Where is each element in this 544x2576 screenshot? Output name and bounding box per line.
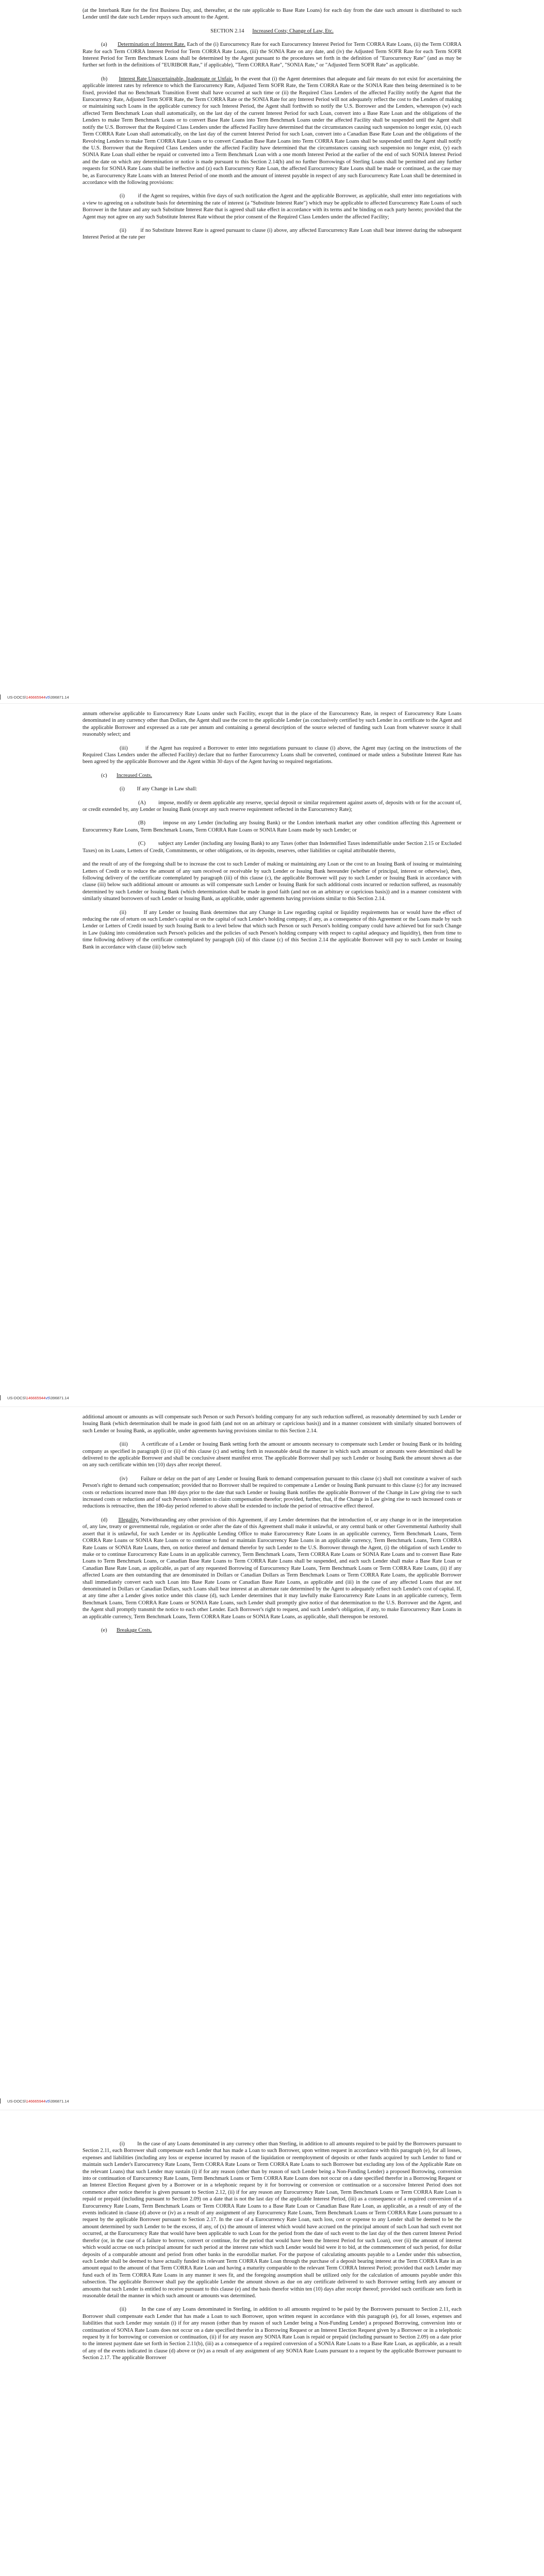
page-4-text [83,2141,461,2368]
clause-e-i-body: In the case of any Loans denominated in any currency other than Sterling, in addition to all amounts required to be paid by the Borrowers pursuant to Section 2.11, each Borrower shall compensate each Lender that has made a Loan to such Borrower, upon written request in accordance with this paragraph (e), for all losses, expenses and liabilities (including any loss or expense incurred by reason of the liquidation or reemployment of deposits or other funds acquired by such Lender to fund or maintain such Lender's Eurocurrency Rate Loans, Term CORRA Rate Loans or Term CORRA Rate Loans to such Borrower but excluding any loss of the Applicable Rate on the relevant Loans) that such Lender may sustain (i) if for any reason (other than by reason of such Lender being a Non-Funding Lender) a proposed Borrowing, conversion into or continuation of Eurocurrency Rate Loans, Term Benchmark Loans or Term CORRA Rate Loans does not occur on a date specified therefor in a Borrowing Request or an Interest Election Request given by a Borrower or in a telephonic request by it for borrowing or conversion or continuation or a successive Interest Period does not commence after notice therefor is given pursuant to Section 2.12, (ii) if for any reason any Eurocurrency Rate Loan, Term Benchmark Loans or Term CORRA Rate Loan is repaid or prepaid (including pursuant to Section 2.09) on a date that is not the last day of the applicable Interest Period, (iii) as a consequence of a required conversion of a Eurocurrency Rate Loans, Term Benchmark Loans or Term CORRA Rate Loans to a Base Rate Loan or Canadian Base Rate Loan, as applicable, as a result of any of the events indicated in clause (d) above or (iv) as a result of any assignment of any Eurocurrency Rate Loans, Term Benchmark Loans or Term CORRA Rate Loans pursuant to a request by the applicable Borrower pursuant to Section 2.17. In the case of a Eurocurrency Rate Loan, such loss, cost or expense to any Lender shall be deemed to be the amount determined by such Lender to be the excess, if any, of (x) the amount of interest which would have accrued on the principal amount of such Loan had such event not occurred, at the Eurocurrency Rate that would have been applicable to such Loan for the period from the date of such event to the last day of the then current Interest Period therefor (or, in the case of a failure to borrow, convert or continue, for the period that would have been the Interest Period for such Loan), over (ii) the amount of interest which would accrue on such principal amount for such period at the interest rate which such Lender would bid were it to bid, at the commencement of such period, for dollar deposits of a comparable amount and period from other banks in the eurodollar market. For the purpose of calculating amounts payable to a Lender under this subsection, each Lender shall be deemed to have actually funded its relevant Term CORRA Rate Loan through the purchase of a deposit bearing interest at the Term CORRA Rate in an amount equal to the amount of that Term CORRA Rate Loan and having a maturity comparable to the relevant Term CORRA Interest Period; provided that each Lender may fund each of its Term CORRA Rate Loans in any manner it sees fit, and the foregoing assumption shall be utilized only for the calculation of amounts payable under this subsection. The applicable Borrower shall pay the applicable Lender the amount shown as due on any certificate delivered to such Borrower setting forth any amount or amounts that such Lender is entitled to receive pursuant to this clause (e) and the basis therefor within ten (10) days after receipt thereof; provided such certificate sets forth in reasonable detail the manner in which such amount or amounts was determined. [83,2141,461,2299]
clause-d [83,1517,461,1620]
page-separator [0,703,544,704]
clause-c-i-A-label: (A) [138,800,146,806]
clause-c-label: (c) [101,772,107,778]
clause-e [83,1627,461,1634]
clause-b-label: (b) [101,76,108,82]
footer-doc-number: 146665944 [26,1396,46,1400]
clause-b-iii-body: if the Agent has required a Borrower to enter into negotiations pursuant to clause (i) above, the Agent may (acting on the instructions of the Required Class Lenders under the affected Facility) declare that no further Eurocurrency Loans shall be converted, continued or made unless a Substitute Interest Rate has been agreed by the applicable Borrower and the Agent within 30 days of the Agent having so required negotiations. [83,745,462,765]
carryover-paragraph: additional amount or amounts as will compensate such Person or such Person's holding company for any such reduction suffered, as reasonably determined by such Lender or Issuing Bank (which determination shall be made in good faith (and not on an arbitrary or capricious basis)) and in a manner consistent with similarly situated borrowers of such Lender or Issuing Bank, as applicable, under agreements having provisions similar to this Section 2.14. [83,1414,461,1434]
clause-c-i-C [83,840,461,854]
footer-prefix: US-DOCS\ [7,1396,26,1400]
footer-version: v5 [45,2099,50,2104]
margin-bar [0,1395,1,1400]
clause-b-ii [83,227,461,241]
clause-e-ii [83,2306,461,2361]
clause-c-ii-label: (ii) [120,909,126,916]
carryover-paragraph: (at the Interbank Rate for the first Business Day, and, thereafter, at the rate applicable to Base Rate Loans) for each day from the date such amount is distributed to such Lender until the date such Lender repays such amount to the Agent. [83,8,461,21]
clause-e-ii-body: In the case of any Loans denominated in Sterling, in addition to all amounts required to be paid by the Borrowers pursuant to Section 2.11, each Borrower shall compensate each Lender that has made a Loan to such Borrower, upon written request in accordance with this paragraph (e), for all losses, expenses and liabilities that such Lender may sustain (i) if for any reason (other than by reason of such Lender being a Non-Funding Lender) a proposed Borrowing, conversion into or continuation of SONIA Rate Loans does not occur on a date specified therefor in a Borrowing Request or an Interest Election Request given by a Borrower or in a telephonic request by it for borrowing or conversion or continuation, (ii) if for any reason any SONIA Rate Loan is repaid or prepaid (including pursuant to Section 2.09) on a date prior to the interest payment date set forth in Section 2.11(b), (iii) as a consequence of a required conversion of a SONIA Rate Loans to a Base Rate Loan, as applicable, as a result of any of the events indicated in clause (d) above or (iv) as a result of any assignment of any SONIA Rate Loans pursuant to a request by the applicable Borrower pursuant to Section 2.17. The applicable Borrower [83,2307,462,2361]
clause-c-iv-body: Failure or delay on the part of any Lender or Issuing Bank to demand compensation pursuant to this clause (c) shall not constitute a waiver of such Person's right to demand such compensation; provided that no Borrower shall be required to compensate a Lender or Issuing Bank pursuant to this clause (c) for any increased costs or reductions incurred more than 180 days prior to the date that such Lender or Issuing Bank notifies the applicable Borrower of the Change in Law giving rise to such increased costs or reductions and of such Person's intention to claim compensation therefor; provided, further, that, if the Change in Law giving rise to such increased costs or reductions is retroactive, then the 180-day period referred to above shall be extended to include the period of retroactive effect thereof. [83,1476,462,1510]
clause-b-ii-label: (ii) [120,227,126,233]
page-footer [7,1396,69,1400]
clause-c-i-result: and the result of any of the foregoing shall be to increase the cost to such Lender of making or maintaining any Loan or the cost to an Issuing Bank of issuing or maintaining Letters of Credit or to reduce the amount of any sum received or receivable by such Lender or Issuing Bank hereunder (whether of principal, interest or otherwise), then, following delivery of the certificate contemplated by paragraph (iii) of this clause (c), the applicable Borrower will pay to such Lender or Issuing Bank in accordance with clause (iii) below such additional amount or amounts as will compensate such Lender or Issuing Bank for such additional costs incurred or reduction suffered, as reasonably determined by such Lender or Issuing Bank (which determination shall be made in good faith (and not on an arbitrary or capricious basis)) and in a manner consistent with similarly situated borrowers of such Lender or Issuing Bank, as applicable, under agreements having provisions similar to this Section 2.14. [83,861,461,902]
clause-a-title: Determination of Interest Rate. [118,42,186,48]
clause-c-i-body: If any Change in Law shall: [137,786,197,792]
footer-prefix: US-DOCS\ [7,2099,26,2104]
carryover-paragraph: annum otherwise applicable to Eurocurrency Rate Loans under such Facility, except that in the place of the Eurocurrency Rate, in respect of Eurocurrency Rate Loans denominated in any currency other than Dollars, the Agent shall use the cost to the applicable Lender (as conclusively certified by such Lender in a certificate to the Agent and the applicable Borrower and expressed as a rate per annum and containing a general description of the source selected of funding such Loan from whatever source it shall reasonably select; and [83,711,461,738]
clause-c-iii-label: (iii) [120,1442,128,1448]
clause-c-i-A [83,800,461,814]
clause-e-ii-label: (ii) [120,2307,126,2313]
clause-e-title: Breakage Costs. [117,1627,152,1633]
clause-c-i-C-body: subject any Lender (including any Issuing Bank) to any Taxes (other than Indemnified Taxes indemnifiable under Section 2.15 or Excluded Taxes) on its Loans, Letters of Credit, Commitments, or other obligations, or its deposits, reserves, other liabilities or capital attributable thereto, [83,841,461,854]
page-3-text [83,1414,461,1640]
clause-b-ii-body: if no Substitute Interest Rate is agreed pursuant to clause (i) above, any affected Eurocurrency Rate Loan shall bear interest during the subsequent Interest Period at the rate per [83,227,461,241]
footer-suffix: \396871.14 [50,1396,69,1400]
footer-version: v5 [45,1396,50,1400]
clause-c-ii [83,909,461,951]
footer-doc-number: 146665944 [26,2099,46,2104]
clause-b-i [83,193,461,221]
clause-b-body: In the event that (i) the Agent determines that adequate and fair means do not exist for ascertaining the applicable interest rates by reference to which the Eurocurrency Rate, Adjusted Term SOFR Rate, the Term CORRA Rate or the SONIA Rate then being determined is to be fixed, provided that no Benchmark Transition Event shall have occurred at such time or (ii) the Required Class Lenders of the affected Facility notify the Agent that the Eurocurrency Rate, Adjusted Term SOFR Rate, the Term CORRA Rate or the SONIA Rate for any Interest Period will not adequately reflect the cost to the Lenders of making or maintaining such Loans in the applicable currency for such Interest Period, the Agent shall forthwith so notify the U.S. Borrower and the Lenders, whereupon (w) each affected Term Benchmark Loan shall automatically, on the last day of the current Interest Period for such Loan, convert into a Base Rate Loan and the obligations of the Lenders to make Term Benchmark Loans or to convert Base Rate Loans into Term Benchmark Loans under the affected Facility shall be suspended until the Agent shall notify the U.S. Borrower that the Required Class Lenders under the affected Facility have determined that the circumstances causing such suspension no longer exist, (x) each Term CORRA Rate Loan shall automatically, on the last day of the current Interest Period for such Loan, convert into a Canadian Base Rate Loan and the obligations of the Revolving Lenders to make Term CORRA Rate Loans or to convert Canadian Base Rate Loans into Term CORRA Rate Loans shall be suspended until the Agent shall notify the U.S. Borrower that the Required Class Lenders under the affected Facility have determined that the circumstances causing such suspension no longer exist, (y) each SONIA Rate Loan shall either be repaid or converted into a Term Benchmark Loan with a one month Interest Period at the earlier of the end of such SONIA Interest Period and the date on which any determination or notice is made pursuant to this Section 2.14(b) and no further Borrowings of Sterling Loans shall be permitted and any further requests for SONIA Rate Loans shall be ineffective and (z) each Eurocurrency Rate Loan, the affected Eurocurrency Rate Loans shall be made or continued, as the case may be, as Eurocurrency Rate Loans with an Interest Period of one month and the amount of interest payable in respect of any such Eurocurrency Rate Loan shall be determined in accordance with the following provisions: [83,76,462,185]
footer-prefix: US-DOCS\ [7,695,26,700]
clause-b-i-body: if the Agent so requires, within five days of such notification the Agent and the applicable Borrower, as applicable, shall enter into negotiations with a view to agreeing on a substitute basis for determining the rate of interest (a "Substitute Interest Rate") which may be applicable to affected Eurocurrency Rate Loans of such Borrower in the future and any such Substitute Interest Rate that is agreed shall take effect in accordance with its terms and be binding on each party hereto; provided that the Agent may not agree on any such Substitute Interest Rate without the prior consent of the Required Class Lenders under the affected Facility; [83,193,462,220]
clause-c-i-label: (i) [120,786,125,792]
section-title: Increased Costs; Change of Law, Etc. [252,28,334,34]
page-footer [7,2099,69,2104]
footer-version: v5 [45,695,50,700]
clause-a-label: (a) [101,42,107,48]
clause-c-i-B [83,820,461,834]
clause-c-ii-body: If any Lender or Issuing Bank determines that any Change in Law regarding capital or liquidity requirements has or would have the effect of reducing the rate of return on such Lender's capital or on the capital of such Lender's holding company, if any, as a consequence of this Agreement or the Loans made by such Lender or Letters of Credit issued by such Issuing Bank to a level below that which such Person or such Person's holding company could have achieved but for such Change in Law (taking into consideration such Person's policies and the policies of such Person's holding company with respect to capital adequacy and liquidity), then from time to time following delivery of the certificate contemplated by paragraph (iii) of this clause (c) of this Section 2.14 the applicable Borrower will pay to such Lender or Issuing Bank in accordance with clause (iii) below such [83,909,461,950]
clause-e-i [83,2141,461,2299]
margin-bar [0,2098,1,2104]
clause-c-iv-label: (iv) [120,1476,128,1482]
clause-c-iv [83,1476,461,1510]
clause-c-i-B-body: impose on any Lender (including any Issuing Bank) or the London interbank market any other condition affecting this Agreement or Eurocurrency Rate Loans, Term Benchmark Loans, Term CORRA Rate Loans or SONIA Rate Loans made by such Lender; or [83,820,461,833]
page-separator [0,1406,544,1407]
clause-a-body: Each of the (i) Eurocurrency Rate for each Eurocurrency Interest Period for Term CORRA Rate Loans, (ii) the Term CORRA Rate for each Term CORRA Interest Period for Term CORRA Rate Loans, (iii) the SONIA Rate on any date, and (iv) the Adjusted Term SOFR Rate for each Term SOFR Interest Period for Term Benchmark Loans shall be determined by the Agent pursuant to the procedures set forth in the definition of "Eurocurrency Rate" (and as may be further set forth in the definitions of "EURIBOR Rate," if applicable), "Term CORRA Rate", "SONIA Rate," or "Adjusted Term SOFR Rate" as applicable. [83,42,462,69]
margin-bar [0,694,1,700]
clause-c-iii [83,1441,461,1469]
section-number: SECTION 2.14 [210,28,244,34]
clause-b-iii [83,745,461,766]
section-heading [83,28,461,35]
clause-c-i-B-label: (B) [138,820,145,826]
page-1-text [83,7,461,248]
clause-b-iii-label: (iii) [120,745,128,751]
footer-suffix: \396871.14 [50,695,69,700]
clause-e-i-label: (i) [120,2141,125,2147]
clause-d-title: Illegality. [118,1517,139,1523]
clause-b [83,76,461,187]
clause-c-i-A-body: impose, modify or deem applicable any reserve, special deposit or similar requirement against assets of, deposits with or for the account of, or credit extended by, any Lender or Issuing Bank (except any such reserve requirement reflected in the Eurocurrency Rate); [83,800,461,813]
clause-c-i [83,786,461,792]
clause-d-body: Notwithstanding any other provision of this Agreement, if any Lender determines that the introduction of, or any change in or in the interpretation of, any law, treaty or governmental rule, regulation or order after the date of this Agreement shall make it unlawful, or any central bank or other Governmental Authority shall assert that it is unlawful, for such Lender or its Applicable Lending Office to make Eurocurrency Rate Loans in an applicable currency, Term Benchmark Loans, Term CORRA Rate Loans or SONIA Rate Loans or to continue to fund or maintain Eurocurrency Rate Loans in an applicable currency, Term Benchmark Loans, Term CORRA Rate Loans or SONIA Rate Loans, then, on notice thereof and demand therefor by such Lender to the U.S. Borrower through the Agent, (i) the obligation of such Lender to make or to continue Eurocurrency Rate Loans in an applicable currency, Term Benchmark Loans, Term CORRA Rate Loans or SONIA Rate Loans and to convert Base Rate Loans to Term Benchmark Loans, or Canadian Base Rate Loans to Term CORRA Rate Loans shall be suspended, and each such Lender shall make a Base Rate Loan or Canadian Base Rate Loan, as applicable, as part of any requested Borrowing of Eurocurrency Rate Loans, Term Benchmark Loans or Term CORRA Rate Loans, (ii) if any affected Loans are then outstanding that are denominated in Dollars or Canadian Dollars as Term Benchmark Loans or Term CORRA Rate Loans, the applicable Borrower shall immediately convert each such Loan into Base Rate Loans or Canadian Base Rate Loans, as applicable and (iii) in the case of any affected Loans that are not denominated in Dollars or Canadian Dollars, such Loans shall bear interest at an alternate rate determined by the Agent to adequately reflect such Lender's cost of capital. If, at any time after a Lender gives notice under this clause (d), such Lender determines that it may lawfully make Eurocurrency Rate Loans in an applicable currency, Term Benchmark Loans, Term CORRA Rate Loans or SONIA Rate Loans, such Lender shall promptly give notice of that determination to the U.S. Borrower and the Agent, and the Agent shall promptly transmit the notice to each other Lender. Each Borrower's right to request, and such Lender's obligation, if any, to make Eurocurrency Rate Loans in an applicable currency, Term Benchmark Loans, Term CORRA Rate Loans or SONIA Rate Loans, as applicable, shall thereupon be restored. [83,1517,461,1620]
clause-c [83,772,461,779]
page-2-text [83,710,461,957]
footer-suffix: \396871.14 [50,2099,69,2104]
clause-c-i-C-label: (C) [138,841,145,847]
clause-d-label: (d) [101,1517,108,1523]
page-footer [7,695,69,700]
clause-e-label: (e) [101,1627,107,1633]
clause-c-iii-body: A certificate of a Lender or Issuing Bank setting forth the amount or amounts necessary to compensate such Lender or Issuing Bank or its holding company as specified in paragraph (i) or (ii) of this clause (c) and setting forth in reasonable detail the manner in which such amount or amounts were determined shall be delivered to the applicable Borrower and shall be conclusive absent manifest error. The applicable Borrower shall pay such Lender or Issuing Bank the amount shown as due on any such certificate within ten (10) days after receipt thereof. [83,1442,461,1468]
clause-b-i-label: (i) [120,193,125,199]
clause-a [83,41,461,69]
clause-c-title: Increased Costs. [117,772,152,778]
footer-doc-number: 146665944 [26,695,46,700]
clause-b-title: Interest Rate Unascertainable, Inadequate or Unfair. [119,76,233,82]
